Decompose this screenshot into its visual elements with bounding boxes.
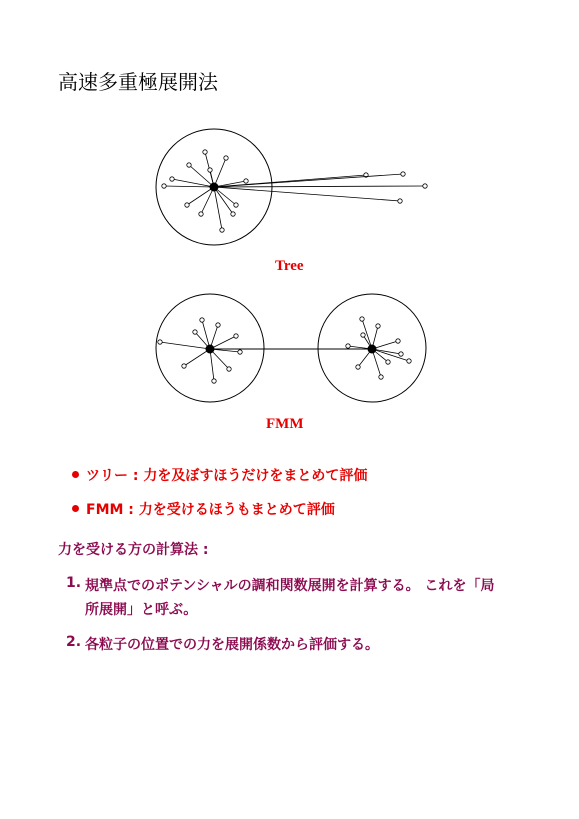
particle-icon [208,168,212,172]
particle-link [210,349,240,352]
particle-icon [386,360,390,364]
tree-caption: Tree [275,258,304,274]
particle-icon [231,212,235,216]
particle-icon [396,339,400,343]
interaction-line [214,186,425,187]
bullet-text: ツリー : 力を及ぼすほうだけをまとめて評価 [86,468,368,484]
particle-icon [203,150,207,154]
step-number: 2. [66,634,82,650]
fmm-diagram [156,294,426,402]
bullet-dot-icon [72,471,79,478]
particle-link [184,349,210,366]
particle-icon [244,179,248,183]
particle-icon [185,203,189,207]
tree-diagram [156,129,427,245]
interaction-line [214,174,403,187]
page-title: 高速多重極展開法 [58,70,218,94]
particle-icon [158,340,162,344]
particle-icon [162,184,166,188]
bullet-dot-icon [72,505,79,512]
particle-icon [234,203,238,207]
center-node-icon [210,183,219,192]
step-text-continued: 所展開」と呼ぶ。 [85,602,198,618]
particle-icon [399,352,403,356]
bullet-tree [72,465,367,485]
center-node-icon [206,345,215,354]
particle-link [164,186,214,187]
particle-icon [182,364,186,368]
particle-icon [361,333,365,337]
particle-icon [224,156,228,160]
particle-icon [238,350,242,354]
particle-icon [220,228,224,232]
particle-icon [360,317,364,321]
particle-icon [407,359,411,363]
particle-link [214,158,226,187]
bullet-fmm [72,499,335,519]
target-particle-icon [423,184,427,188]
particle-icon [170,177,174,181]
target-particle-icon [401,172,405,176]
particle-link [214,187,222,230]
particle-link [160,342,210,349]
center-node-icon [368,345,377,354]
particle-link [210,349,214,381]
particle-link [172,179,214,187]
step-text: 規準点でのポテンシャルの調和関数展開を計算する。 これを「局 [85,578,495,594]
method-heading: 力を受ける方の計算法 : [58,542,209,558]
bullet-text: FMM : 力を受けるほうもまとめて評価 [86,502,335,518]
step-text: 各粒子の位置での力を展開係数から評価する。 [85,637,379,653]
particle-link [372,349,409,361]
particle-icon [216,323,220,327]
fmm-caption: FMM [266,416,304,432]
particle-icon [193,330,197,334]
particle-icon [212,379,216,383]
particle-icon [356,365,360,369]
particle-icon [379,375,383,379]
particle-icon [199,212,203,216]
particle-icon [346,344,350,348]
target-particle-icon [398,199,402,203]
interaction-line [214,187,400,201]
particle-icon [227,367,231,371]
particle-icon [187,163,191,167]
particle-icon [234,334,238,338]
step-number: 1. [66,575,82,591]
particle-icon [376,324,380,328]
particle-icon [200,318,204,322]
